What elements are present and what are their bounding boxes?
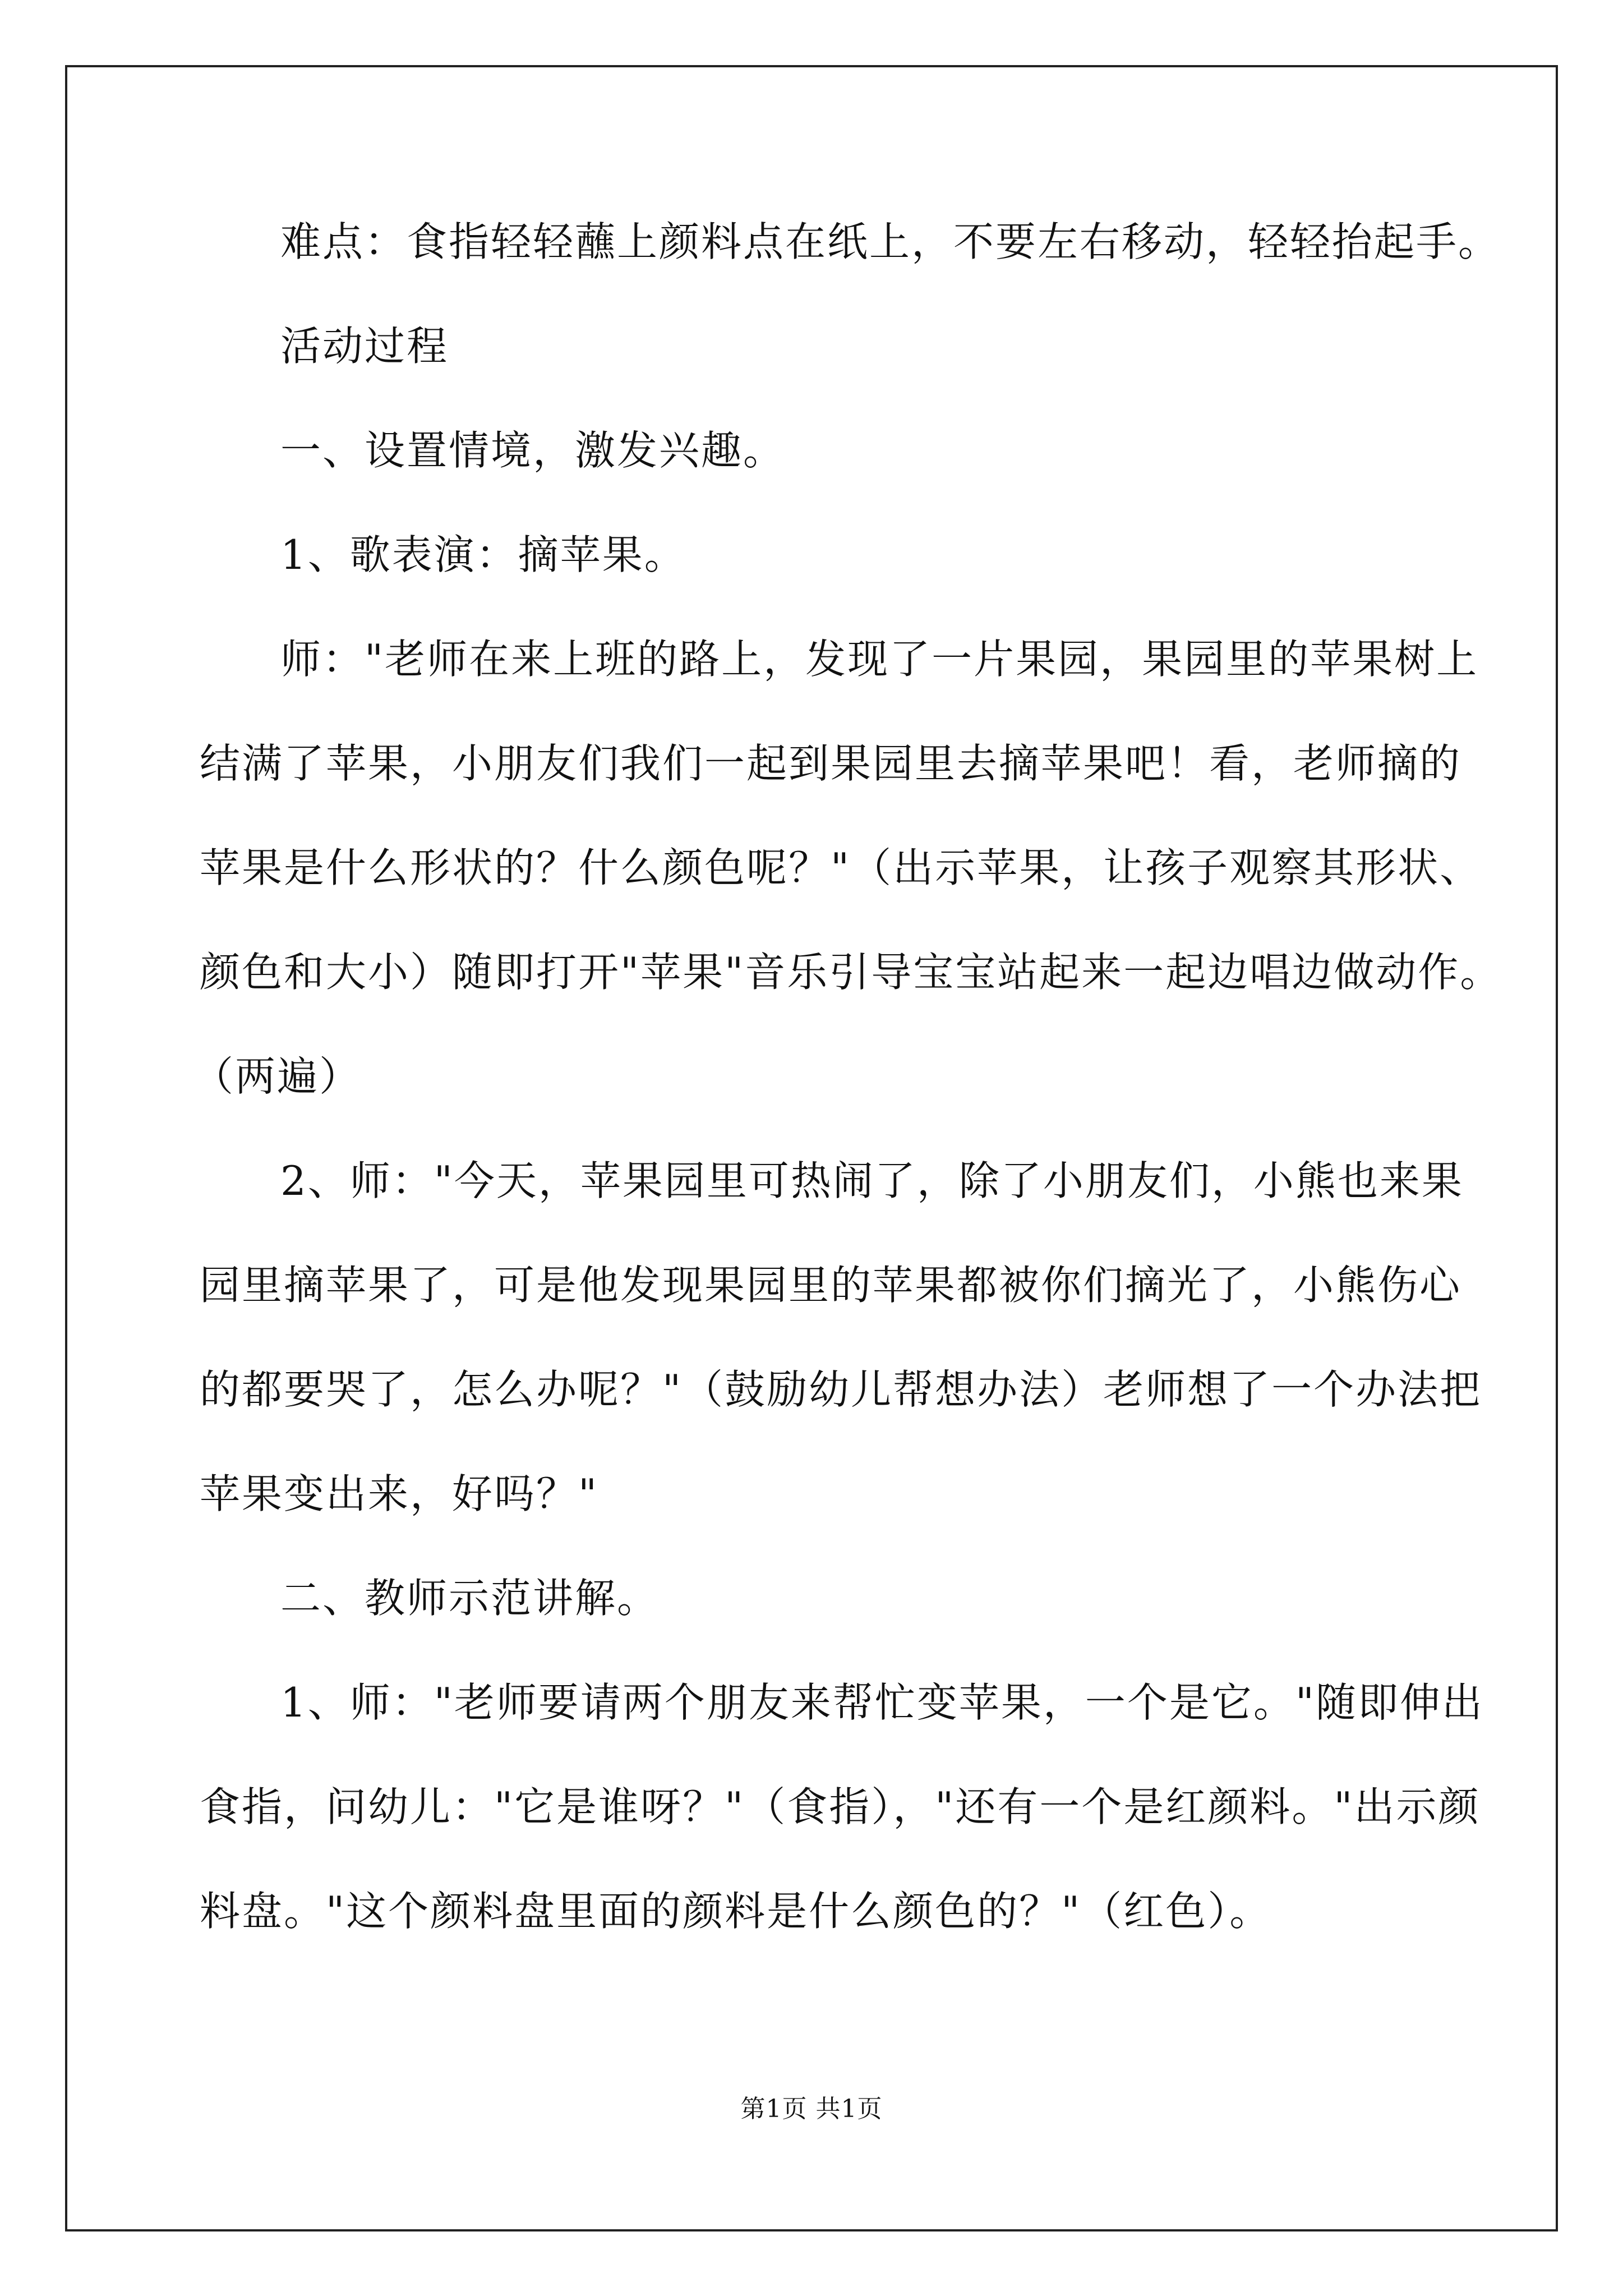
section-heading: 二、教师示范讲解。 <box>280 1575 660 1622</box>
paragraph-line: 师："老师在来上班的路上，发现了一片果园，果园里的苹果树上 <box>280 636 1479 683</box>
paragraph-line: 的都要哭了，怎么办呢？"（鼓励幼儿帮想办法）老师想了一个办法把 <box>200 1366 1482 1413</box>
paragraph-line: 园里摘苹果了，可是他发现果园里的苹果都被你们摘光了，小熊伤心 <box>200 1262 1462 1309</box>
paragraph-line: （两遍） <box>193 1053 362 1100</box>
section-heading: 活动过程 <box>280 323 449 370</box>
paragraph-line: 颜色和大小）随即打开"苹果"音乐引导宝宝站起来一起边唱边做动作。 <box>200 949 1502 996</box>
paragraph-line: 苹果是什么形状的？什么颜色呢？"（出示苹果，让孩子观察其形状、 <box>200 844 1482 891</box>
paragraph-line: 1、歌表演：摘苹果。 <box>280 531 686 578</box>
page-number-footer: 第1页 共1页 <box>740 2095 883 2123</box>
section-heading: 一、设置情境，激发兴趣。 <box>280 427 786 474</box>
paragraph-line: 2、师："今天，苹果园里可热闹了，除了小朋友们，小熊也来果 <box>280 1157 1464 1204</box>
paragraph-line: 食指，问幼儿："它是谁呀？"（食指），"还有一个是红颜料。"出示颜 <box>200 1783 1481 1830</box>
paragraph-line: 难点：食指轻轻蘸上颜料点在纸上，不要左右移动，轻轻抬起手。 <box>280 218 1501 265</box>
paragraph-line: 结满了苹果，小朋友们我们一起到果园里去摘苹果吧！看，老师摘的 <box>200 740 1462 787</box>
paragraph-line: 1、师："老师要请两个朋友来帮忙变苹果，一个是它。"随即伸出 <box>280 1679 1484 1726</box>
paragraph-line: 料盘。"这个颜料盘里面的颜料是什么颜色的？"（红色）。 <box>200 1888 1272 1935</box>
paragraph-line: 苹果变出来，好吗？" <box>200 1470 599 1517</box>
